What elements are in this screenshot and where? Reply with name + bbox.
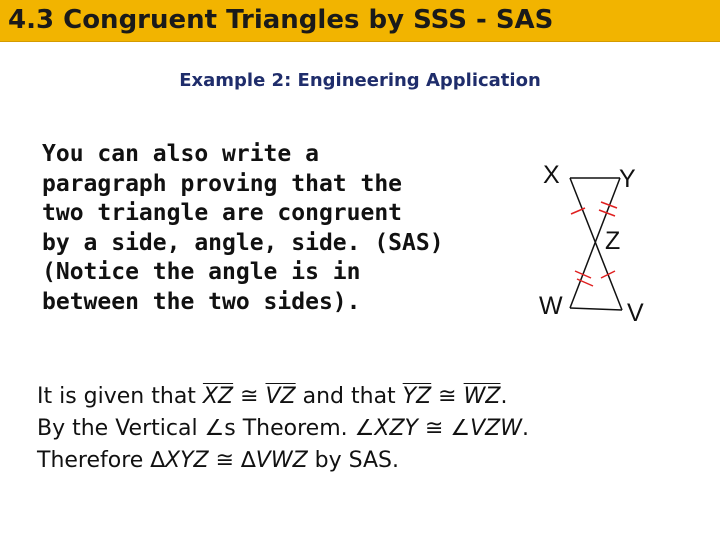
proof-text: by SAS. [307,448,399,473]
congruent-symbol: ≅ [233,384,266,409]
triangle-symbol: ∆ [150,448,166,473]
angle-symbol: ∠ [354,416,375,441]
title-bar [0,0,720,42]
angle-xzy: XZY [374,416,418,441]
segment-vz: $\overline{VZ}$ [265,384,296,409]
explanation-paragraph [42,140,512,317]
vertex-label-z: Z [605,227,621,255]
proof-text: . [522,416,529,441]
vertex-label-w: W [539,292,563,320]
proof-line-1 [37,381,707,413]
proof-text: Therefore [37,448,151,473]
angle-symbol: ∠ [204,416,225,441]
paragraph-line: (Notice the angle is in [42,259,361,285]
angle-vzw: VZW [470,416,522,441]
triangle-xyz: XYZ [165,448,209,473]
segment-xz: $\overline{XZ}$ [202,384,234,409]
proof-block [37,381,707,477]
slide-subtitle: Example 2: Engineering Application [179,70,541,91]
congruent-symbol: ≅ [431,384,464,409]
tick-mark [601,271,615,278]
segment-wz: $\overline{WZ}$ [463,384,501,409]
vertex-label-v: V [627,299,644,327]
proof-text: s Theorem. [224,416,355,441]
proof-line-2 [37,413,707,445]
proof-text: . [500,384,508,409]
slide-title: 4.3 Congruent Triangles by SSS - SAS [8,5,554,35]
proof-text: It is given that [37,384,203,409]
paragraph-line: paragraph proving that the [42,170,403,197]
vertex-label-y: Y [619,165,636,193]
congruent-symbol: ≅ [417,416,451,441]
triangle-symbol: ∆ [241,448,256,473]
proof-line-3 [37,445,707,477]
tick-mark [575,271,591,278]
triangle-vwz: VWZ [255,448,308,473]
paragraph-line: by a side, angle, side. (SAS) [42,229,444,256]
segment-yz: $\overline{YZ}$ [402,384,432,409]
vertex-label-x: X [543,161,560,189]
paragraph-line: between the two sides). [42,288,361,315]
proof-text: and that [295,384,403,409]
proof-text: By the Vertical [37,416,205,441]
angle-symbol: ∠ [450,416,471,441]
congruent-symbol: ≅ [208,448,242,473]
segment-wv [570,308,622,310]
paragraph-line: two triangle are congruent [42,200,403,226]
bowtie-triangles-diagram [525,150,655,335]
paragraph-line: You can also write a [42,141,319,167]
